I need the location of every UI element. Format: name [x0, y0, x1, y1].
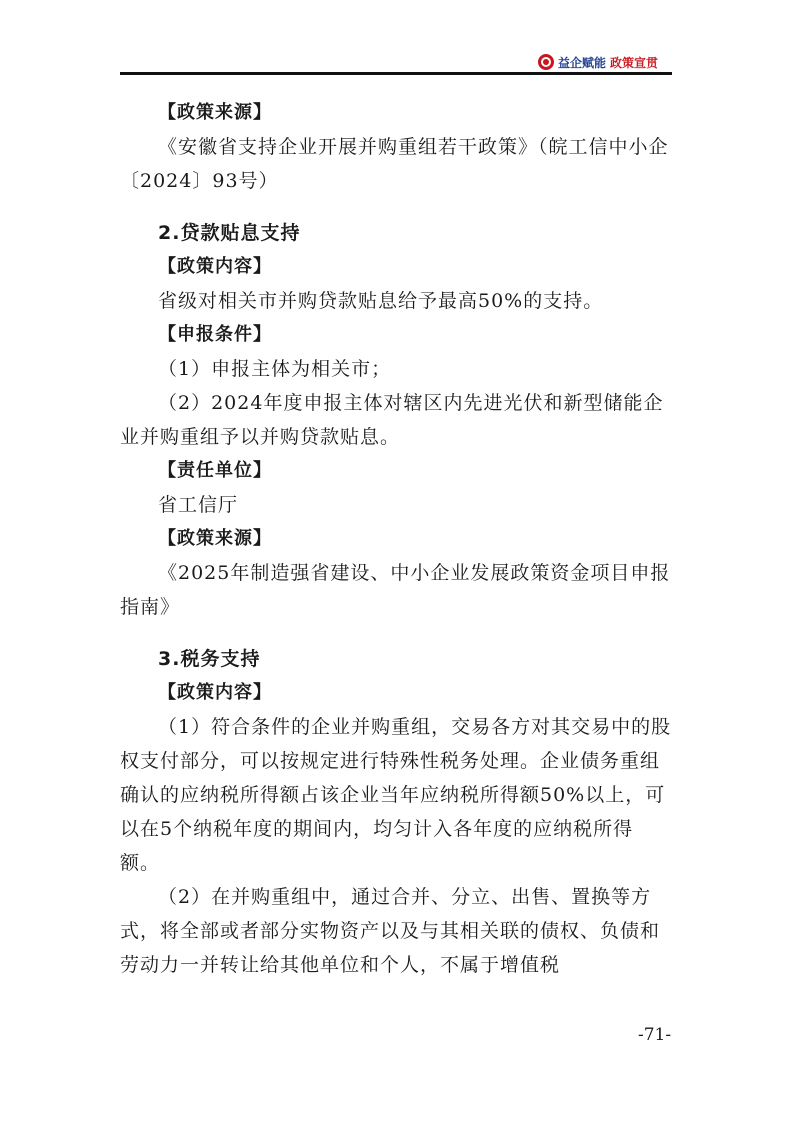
document-body [120, 96, 672, 982]
source-text: 《安徽省支持企业开展并购重组若干政策》（皖工信中小企〔2024〕93号） [120, 136, 669, 192]
page-number: -71- [638, 1025, 672, 1045]
header-divider [120, 72, 672, 75]
source-tag: 【政策来源】 [158, 102, 272, 123]
content-item: （1）符合条件的企业并购重组，交易各方对其交易中的股权支付部分，可以按规定进行特殊性税务处理。企业债务重组确认的应纳税所得额占该企业当年应纳税所得额50%以上，可以在5个纳税年度的期间内，均匀计入各年度的应纳税所得额。 [120, 716, 672, 874]
source-tag: 【政策来源】 [158, 528, 272, 549]
condition-item: （1）申报主体为相关市； [158, 358, 392, 380]
section-heading: 3.税务支持 [158, 648, 261, 670]
brand-logo-icon [538, 54, 554, 70]
source-text: 《2025年制造强省建设、中小企业发展政策资金项目申报指南》 [120, 562, 671, 618]
content-tag: 【政策内容】 [158, 682, 272, 703]
unit-text: 省工信厅 [158, 494, 239, 516]
content-text: 省级对相关市并购贷款贴息给予最高50%的支持。 [158, 290, 604, 312]
header-logo [538, 52, 658, 72]
content-tag: 【政策内容】 [158, 256, 272, 277]
content-item: （2）在并购重组中，通过合并、分立、出售、置换等方式，将全部或者部分实物资产以及与其相关联的债权、负债和劳动力一并转让给其他单位和个人，不属于增值税 [120, 886, 661, 976]
unit-tag: 【责任单位】 [158, 460, 272, 481]
header-brand: 益企赋能 [558, 55, 607, 70]
section-heading: 2.贷款贴息支持 [158, 222, 301, 244]
condition-item: （2）2024年度申报主体对辖区内先进光伏和新型储能企业并购重组予以并购贷款贴息。 [120, 392, 664, 448]
header-subtitle: 政策宣贯 [610, 55, 659, 70]
condition-tag: 【申报条件】 [158, 324, 272, 345]
